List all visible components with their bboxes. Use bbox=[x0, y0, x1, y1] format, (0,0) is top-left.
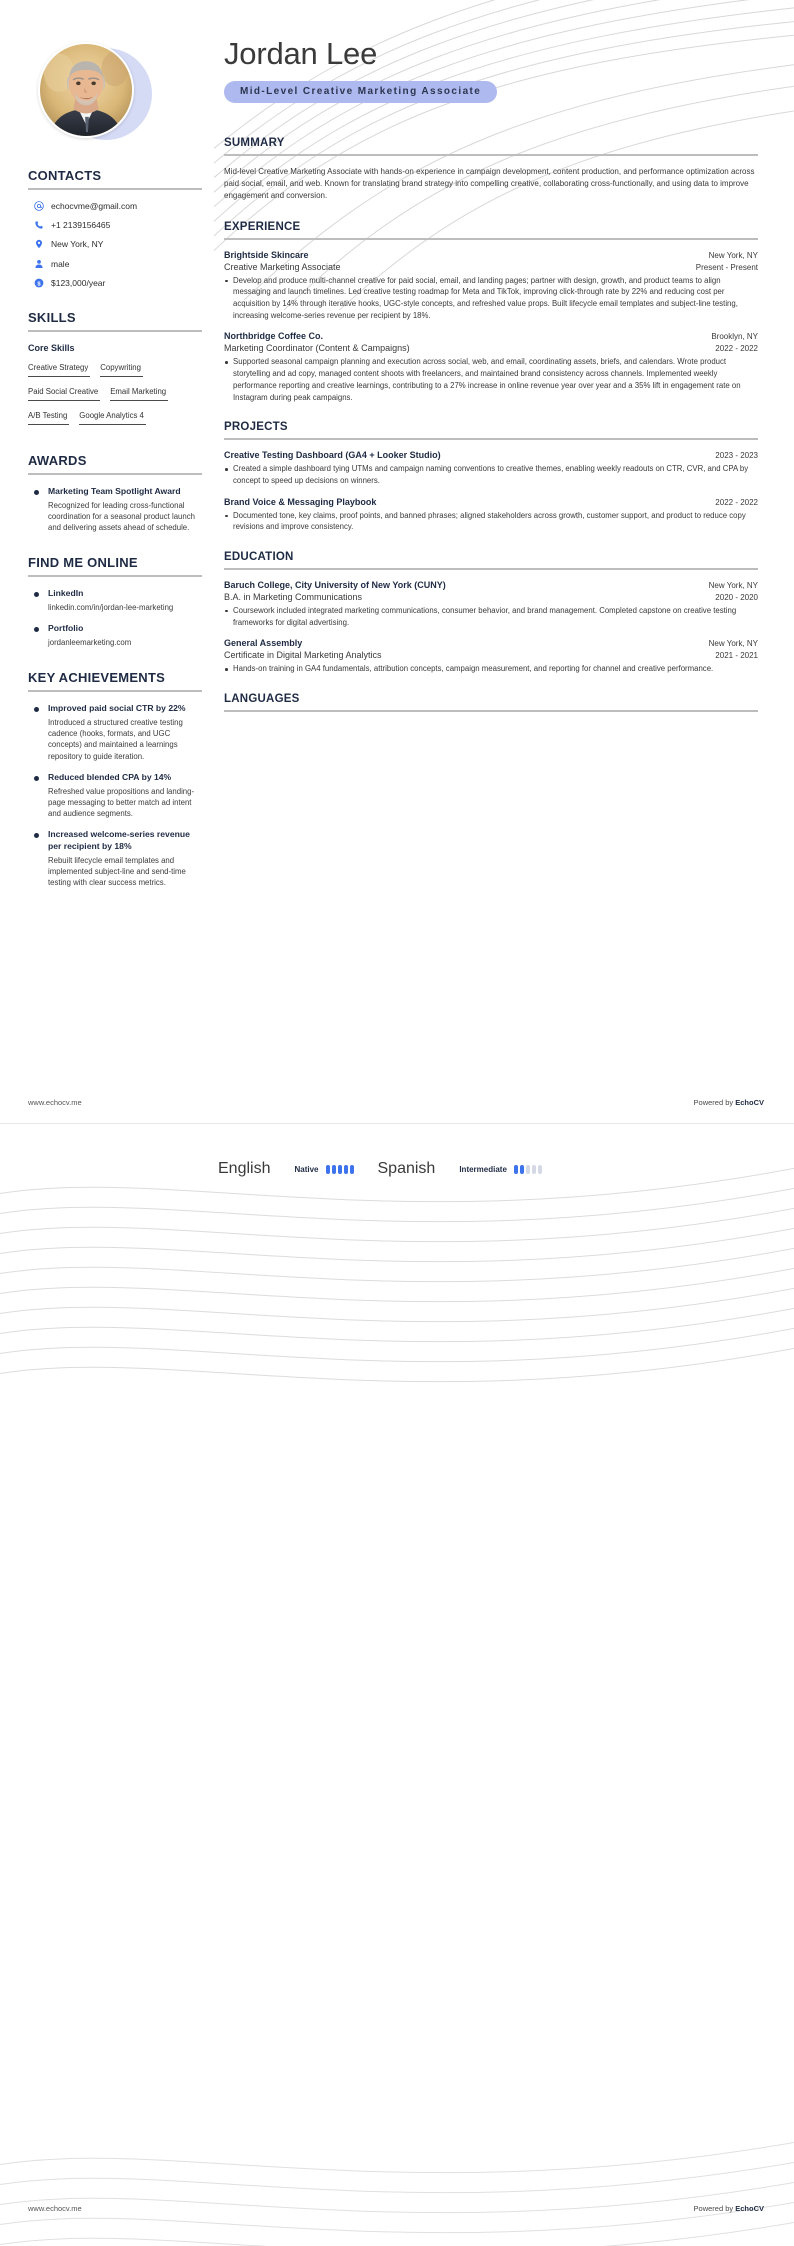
level-dot bbox=[520, 1165, 524, 1174]
project-name: Creative Testing Dashboard (GA4 + Looker Studio) bbox=[224, 450, 441, 461]
experience-title: EXPERIENCE bbox=[224, 220, 301, 233]
education-degree: B.A. in Marketing Communications bbox=[224, 591, 363, 602]
project-bullet: Documented tone, key claims, proof points, and banned phrases; aligned stakeholders across growth, customer support, and product to reduce copy revisions and improve consistency. bbox=[224, 510, 758, 533]
language-item bbox=[378, 1160, 436, 1178]
footer-site[interactable]: www.echocv.me bbox=[28, 1098, 82, 1107]
bullet-dot-icon bbox=[34, 627, 39, 632]
language-level-dots bbox=[514, 1165, 542, 1174]
skills-group-title: Core Skills bbox=[28, 342, 75, 353]
education-dates: 2021 - 2021 bbox=[715, 651, 758, 661]
level-dot bbox=[532, 1165, 536, 1174]
summary-rule bbox=[224, 154, 758, 156]
online-profile-item[interactable] bbox=[34, 623, 202, 648]
education-bullets bbox=[224, 663, 758, 675]
project-name: Brand Voice & Messaging Playbook bbox=[224, 496, 377, 507]
contacts-rule bbox=[28, 188, 202, 190]
contact-phone-value: +1 2139156465 bbox=[51, 220, 111, 231]
award-name: Marketing Team Spotlight Award bbox=[48, 485, 181, 496]
languages-title: LANGUAGES bbox=[224, 693, 300, 706]
online-profile-name: LinkedIn bbox=[48, 588, 84, 599]
level-dot bbox=[526, 1165, 530, 1174]
experience-location: New York, NY bbox=[708, 250, 758, 260]
project-bullets bbox=[224, 510, 758, 533]
skill-tag: Google Analytics 4 bbox=[79, 407, 146, 425]
footer-brand-name: EchoCV bbox=[735, 1098, 764, 1107]
award-description: Recognized for leading cross-functional coordination for a seasonal product launch and delivering assets ahead of schedule. bbox=[48, 500, 195, 533]
role-badge: Mid-Level Creative Marketing Associate bbox=[224, 81, 497, 103]
summary-text: Mid-level Creative Marketing Associate with hands-on experience in campaign development, content production, and performance optimization across paid social, email, and web. Known for translating brand strategy into compelling creative, collaborating cross-functionally, and using data to improve engagement and conversion. bbox=[224, 166, 755, 201]
avatar bbox=[38, 42, 142, 146]
experience-location: Brooklyn, NY bbox=[711, 332, 758, 342]
education-entry bbox=[224, 580, 758, 628]
experience-bullet: Supported seasonal campaign planning and execution across social, web, and email, coordinating assets, briefs, and calendars. Wrote product storytelling and ad copy, managed content shoots with freelancers, and maintained brand consistency across channels. Implemented weekly performance reporting and creative learnings, contributing to a 27% increase in online revenue year over year and a 35% lift in engagement rate on Instagram during peak campaigns. bbox=[224, 356, 758, 403]
level-dot bbox=[344, 1165, 348, 1174]
achievement-item bbox=[34, 772, 202, 819]
skills-rule bbox=[28, 330, 202, 332]
experience-bullets bbox=[224, 356, 758, 403]
achievement-item bbox=[34, 703, 202, 762]
language-level: Native bbox=[294, 1164, 319, 1174]
find-me-online-rule bbox=[28, 575, 202, 577]
sidebar bbox=[0, 0, 218, 899]
project-entry bbox=[224, 497, 758, 533]
avatar-photo bbox=[38, 42, 134, 138]
contacts-list bbox=[28, 201, 202, 288]
skill-tag: Copywriting bbox=[100, 359, 143, 377]
salary-icon bbox=[34, 278, 44, 288]
footer-brand-name: EchoCV bbox=[735, 2204, 764, 2213]
experience-dates: 2022 - 2022 bbox=[715, 344, 758, 354]
contact-salary-value: $123,000/year bbox=[51, 277, 106, 288]
summary-title: SUMMARY bbox=[224, 136, 285, 149]
experience-entry bbox=[224, 250, 758, 322]
language-level-dots bbox=[326, 1165, 354, 1174]
skill-tag: Paid Social Creative bbox=[28, 383, 100, 401]
award-item bbox=[34, 486, 202, 533]
online-profile-item[interactable] bbox=[34, 588, 202, 613]
main-content bbox=[218, 0, 794, 722]
footer-brand bbox=[694, 2204, 764, 2213]
education-degree: Certificate in Digital Marketing Analytics bbox=[224, 650, 382, 661]
achievement-name: Increased welcome-series revenue per recipient by 18% bbox=[48, 829, 190, 852]
level-dot bbox=[350, 1165, 354, 1174]
project-bullet: Created a simple dashboard tying UTMs and campaign naming conventions to creative themes, enabling weekly readouts on CTR, CVR, and CPA by concept to speed up decisions on winners. bbox=[224, 463, 758, 486]
skill-tag: A/B Testing bbox=[28, 407, 69, 425]
experience-bullet: Develop and produce multi-channel creative for paid social, email, and landing pages; partner with design, growth, and product teams to align messaging and launch timelines. Led creative testing roadmap for Meta and TikTok, improving click-through rate by 22% and reducing cost per acquisition by 14% through iterative hooks, UGC-style concepts, and refreshed value props. Built lifecycle email templates and subject-line testing, increasing welcome-series revenue per recipient by 18%. bbox=[224, 275, 758, 322]
education-school: General Assembly bbox=[224, 638, 303, 649]
find-me-online-title: FIND ME ONLINE bbox=[28, 555, 138, 571]
online-profile-name: Portfolio bbox=[48, 623, 84, 634]
online-profile-url[interactable]: linkedin.com/in/jordan-lee-marketing bbox=[48, 603, 174, 613]
education-location: New York, NY bbox=[708, 639, 758, 649]
page-title: Jordan Lee bbox=[224, 36, 378, 71]
language-level-group bbox=[294, 1165, 353, 1174]
svg-text:$: $ bbox=[37, 281, 41, 288]
language-level-group bbox=[459, 1165, 542, 1174]
language-level: Intermediate bbox=[459, 1164, 507, 1174]
skill-tag: Creative Strategy bbox=[28, 359, 90, 377]
key-achievements-title: KEY ACHIEVEMENTS bbox=[28, 670, 166, 686]
experience-dates: Present - Present bbox=[695, 262, 758, 272]
projects-rule bbox=[224, 438, 758, 440]
footer-page-1 bbox=[28, 1098, 764, 1107]
project-bullets bbox=[224, 463, 758, 486]
contacts-title: CONTACTS bbox=[28, 168, 102, 183]
phone-icon bbox=[34, 220, 44, 230]
skills-title: SKILLS bbox=[28, 309, 76, 325]
achievement-description: Rebuilt lifecycle email templates and implemented subject-line and send-time testing with clear success metrics. bbox=[48, 855, 186, 888]
education-entry bbox=[224, 638, 758, 675]
experience-org: Brightside Skincare bbox=[224, 249, 309, 260]
education-dates: 2020 - 2020 bbox=[715, 592, 758, 602]
achievement-description: Refreshed value propositions and landing-page messaging to better match ad intent and audience segments. bbox=[48, 786, 195, 819]
contact-email[interactable] bbox=[34, 201, 202, 211]
languages-list bbox=[218, 1160, 758, 1178]
contact-phone[interactable] bbox=[34, 220, 202, 230]
achievement-name: Reduced blended CPA by 14% bbox=[48, 771, 172, 782]
project-dates: 2022 - 2022 bbox=[715, 497, 758, 507]
achievement-name: Improved paid social CTR by 22% bbox=[48, 703, 186, 714]
skill-tag: Email Marketing bbox=[110, 383, 168, 401]
online-profile-url[interactable]: jordanleemarketing.com bbox=[48, 637, 132, 647]
projects-title: PROJECTS bbox=[224, 421, 288, 434]
experience-rule bbox=[224, 238, 758, 240]
languages-rule bbox=[224, 710, 758, 712]
wave-decoration-middle bbox=[0, 1095, 794, 1395]
bullet-dot-icon bbox=[34, 776, 39, 781]
awards-title: AWARDS bbox=[28, 452, 87, 468]
contact-gender bbox=[34, 259, 202, 269]
location-icon bbox=[34, 239, 44, 249]
education-bullet: Coursework included integrated marketing communications, consumer behavior, and brand management. Completed capstone on creative testing frameworks for digital advertising. bbox=[224, 605, 758, 628]
education-title: EDUCATION bbox=[224, 550, 294, 563]
experience-bullets bbox=[224, 275, 758, 322]
project-dates: 2023 - 2023 bbox=[715, 451, 758, 461]
contact-gender-value: male bbox=[51, 258, 70, 269]
footer-powered-prefix: Powered by bbox=[693, 2204, 736, 2213]
education-location: New York, NY bbox=[708, 580, 758, 590]
page-divider bbox=[0, 1123, 794, 1124]
awards-rule bbox=[28, 473, 202, 475]
bullet-dot-icon bbox=[34, 592, 39, 597]
experience-role: Creative Marketing Associate bbox=[224, 261, 341, 272]
education-school: Baruch College, City University of New York (CUNY) bbox=[224, 579, 446, 590]
experience-org: Northbridge Coffee Co. bbox=[224, 331, 323, 342]
achievement-description: Introduced a structured creative testing cadence (hooks, formats, and UGC concepts) and maintained a learnings repository to guide iteration. bbox=[48, 717, 183, 761]
level-dot bbox=[332, 1165, 336, 1174]
level-dot bbox=[538, 1165, 542, 1174]
footer-site[interactable]: www.echocv.me bbox=[28, 2204, 82, 2213]
contact-location bbox=[34, 239, 202, 249]
person-icon bbox=[34, 259, 44, 269]
language-name: English bbox=[218, 1160, 271, 1177]
bullet-dot-icon bbox=[34, 833, 39, 838]
language-item bbox=[218, 1160, 270, 1178]
footer-page-2 bbox=[28, 2204, 764, 2213]
resume-columns bbox=[0, 0, 794, 899]
resume-sheet bbox=[0, 0, 794, 899]
education-bullets bbox=[224, 605, 758, 628]
footer-powered-prefix: Powered by bbox=[693, 1098, 736, 1107]
education-bullet: Hands-on training in GA4 fundamentals, attribution concepts, campaign measurement, and reporting for channel and creative performance. bbox=[224, 663, 758, 675]
email-icon bbox=[34, 201, 44, 211]
language-name: Spanish bbox=[377, 1160, 436, 1177]
footer-brand bbox=[694, 1098, 764, 1107]
contact-email-value: echocvme@gmail.com bbox=[51, 201, 138, 211]
contact-location-value: New York, NY bbox=[51, 239, 104, 250]
level-dot bbox=[338, 1165, 342, 1174]
bullet-dot-icon bbox=[34, 707, 39, 712]
education-rule bbox=[224, 568, 758, 570]
key-achievements-rule bbox=[28, 690, 202, 692]
skills-tag-list bbox=[28, 359, 202, 431]
bullet-dot-icon bbox=[34, 490, 39, 495]
contact-salary bbox=[34, 278, 202, 288]
achievement-item bbox=[34, 829, 202, 888]
experience-role: Marketing Coordinator (Content & Campaigns) bbox=[224, 343, 410, 354]
level-dot bbox=[326, 1165, 330, 1174]
level-dot bbox=[514, 1165, 518, 1174]
experience-entry bbox=[224, 331, 758, 403]
project-entry bbox=[224, 450, 758, 486]
